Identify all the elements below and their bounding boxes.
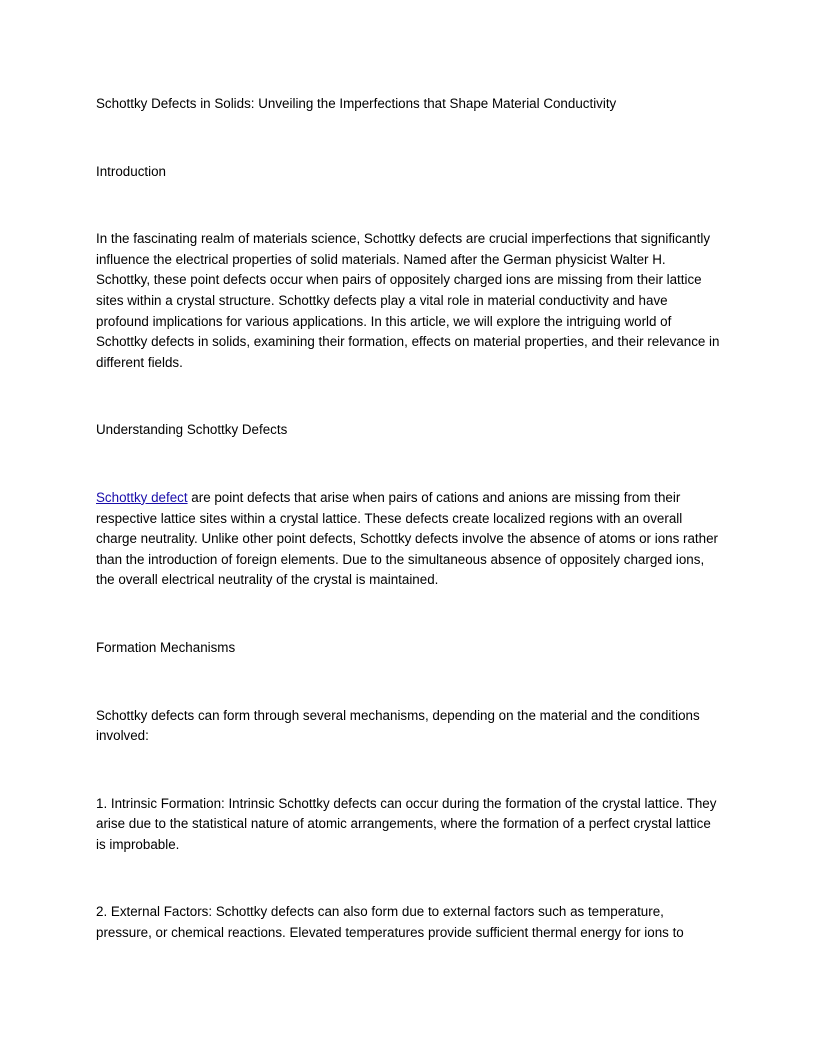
- list-item: 1. Intrinsic Formation: Intrinsic Schottky defects can occur during the formation of the crystal lattice. They arise due to the statistical nature of atomic arrangements, where the formation of a perfect crystal lattice is improbable.: [96, 795, 717, 852]
- formation-heading: Formation Mechanisms: [96, 639, 236, 655]
- understanding-paragraph: [96, 488, 720, 591]
- formation-intro: Schottky defects can form through several mechanisms, depending on the material and the conditions involved:: [96, 707, 700, 744]
- schottky-defect-link[interactable]: Schottky defect: [96, 489, 188, 505]
- intro-heading: Introduction: [96, 163, 166, 179]
- document-page: [96, 94, 720, 944]
- understanding-paragraph-text: are point defects that arise when pairs of cations and anions are missing from their respective lattice sites within a crystal lattice. These defects create localized regions with an overall charge neutrality. Unlike other point defects, Schottky defects involve the absence of atoms or ions rather than the introduction of foreign elements. Due to the simultaneous absence of oppositely charged ions, the overall electrical neutrality of the crystal is maintained.: [96, 489, 719, 588]
- understanding-heading: Understanding Schottky Defects: [96, 422, 288, 438]
- list-item: 2. External Factors: Schottky defects can also form due to external factors such as temperature, pressure, or chemical reactions. Elevated temperatures provide sufficient thermal energy for ions to: [96, 904, 684, 941]
- intro-paragraph: In the fascinating realm of materials science, Schottky defects are crucial imperfections that significantly influence the electrical properties of solid materials. Named after the German physicist Walter H. Schottky, these point defects occur when pairs of oppositely charged ions are missing from their lattice sites within a crystal structure. Schottky defects play a vital role in material conductivity and have profound implications for various applications. In this article, we will explore the intriguing world of Schottky defects in solids, examining their formation, effects on material properties, and their relevance in different fields.: [96, 231, 720, 370]
- document-title: Schottky Defects in Solids: Unveiling the Imperfections that Shape Material Conductivity: [96, 96, 617, 111]
